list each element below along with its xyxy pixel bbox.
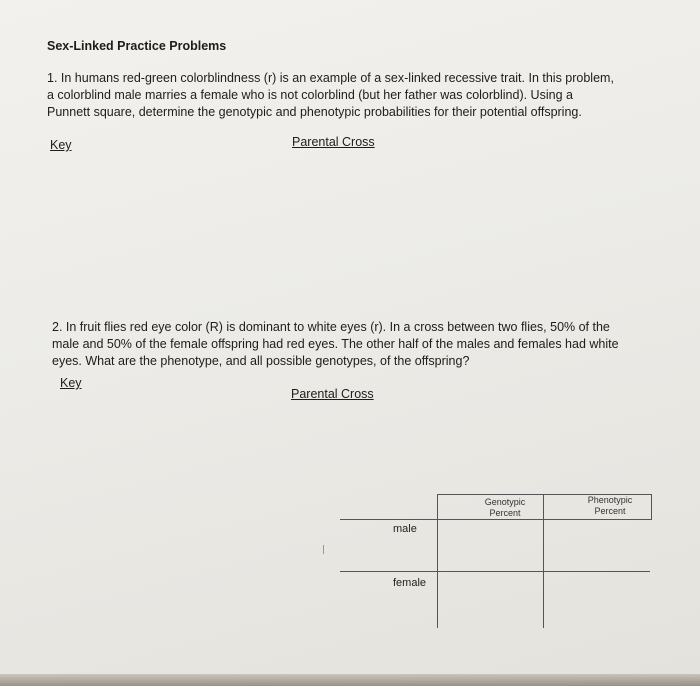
phenotypic-percent-header: Phenotypic Percent: [587, 495, 633, 516]
problem1-key-label: Key: [50, 138, 72, 152]
pen-mark: [323, 545, 324, 554]
table-col-line-1: [437, 494, 438, 628]
problem1-line2: a colorblind male marries a female who is not colorblind (but her father was colorblind). Using a: [47, 88, 573, 102]
table-header-divider: [340, 519, 652, 520]
problem1-line1: 1. In humans red-green colorblindness (r) is an example of a sex-linked recessive trait. In this problem,: [47, 71, 614, 85]
page-bottom-shadow: [0, 674, 700, 686]
problem2-line3: eyes. What are the phenotype, and all possible genotypes, of the offspring?: [52, 354, 470, 368]
problem2-line1: 2. In fruit flies red eye color (R) is dominant to white eyes (r). In a cross between two flies, 50% of the: [52, 320, 610, 334]
genotypic-percent-header: Genotypic Percent: [484, 497, 526, 518]
problem2-parental-cross-label: Parental Cross: [291, 387, 374, 401]
table-right-border: [651, 494, 652, 520]
row-label-male: male: [393, 523, 417, 535]
problem2-line2: male and 50% of the female offspring had red eyes. The other half of the males and females had white: [52, 337, 619, 351]
table-col-line-2: [543, 494, 544, 628]
problem1-line3: Punnett square, determine the genotypic and phenotypic probabilities for their potential offspring.: [47, 105, 582, 119]
page-title: Sex-Linked Practice Problems: [47, 39, 227, 53]
row-label-female: female: [393, 577, 427, 589]
problem2-key-label: Key: [60, 376, 82, 390]
problem1-parental-cross-label: Parental Cross: [292, 135, 375, 149]
table-row-divider: [340, 571, 650, 572]
